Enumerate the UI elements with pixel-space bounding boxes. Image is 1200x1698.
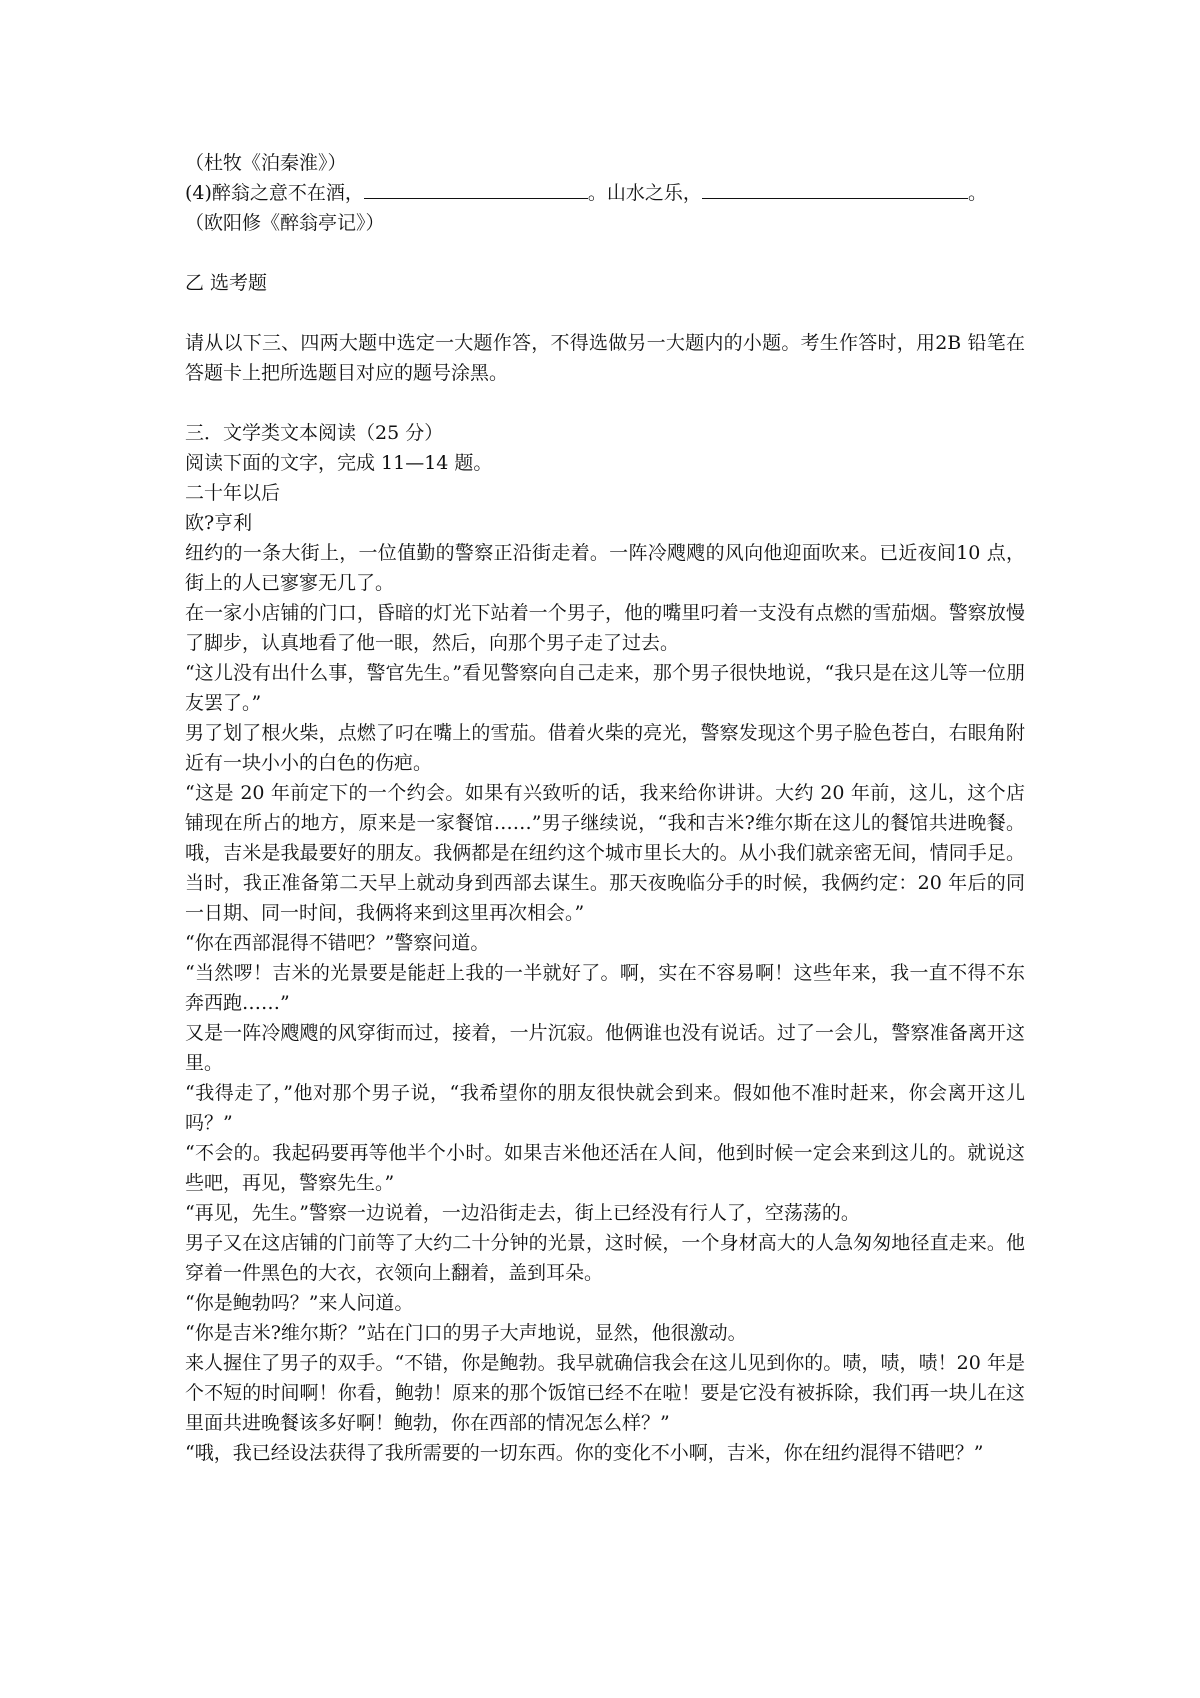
story-paragraph: 又是一阵冷飕飕的风穿街而过，接着，一片沉寂。他俩谁也没有说话。过了一会儿，警察准备离开这里。 — [185, 1022, 1025, 1074]
spacer — [185, 238, 1025, 268]
story-paragraph: 纽约的一条大街上，一位值勤的警察正沿街走着。一阵冷飕飕的风向他迎面吹来。已近夜间10 点，街上的人已寥寥无几了。 — [185, 542, 1025, 594]
document-page — [185, 148, 1025, 1468]
story-paragraph: “我得走了，”他对那个男子说，“我希望你的朋友很快就会到来。假如他不准时赶来，你会离开这儿吗？” — [185, 1082, 1025, 1134]
section-b-heading: 乙 选考题 — [185, 272, 268, 294]
story-paragraph: “这儿没有出什么事，警官先生。”看见警察向自己走来，那个男子很快地说，“我只是在这儿等一位朋友罢了。” — [185, 662, 1025, 714]
citation-ouyang-xiu: （欧阳修《醉翁亭记》） — [185, 212, 385, 234]
answer-blank-1[interactable] — [364, 178, 588, 199]
story-paragraph: 男了划了根火柴，点燃了叼在嘴上的雪茄。借着火柴的亮光，警察发现这个男子脸色苍白，右眼角附近有一块小小的白色的伤疤。 — [185, 722, 1025, 774]
question-4-middle: 。山水之乐， — [587, 182, 702, 204]
story-paragraph: 在一家小店铺的门口，昏暗的灯光下站着一个男子，他的嘴里叼着一支没有点燃的雪茄烟。警察放慢了脚步，认真地看了他一眼，然后，向那个男子走了过去。 — [185, 602, 1025, 654]
story-paragraph: 来人握住了男子的双手。“不错，你是鲍勃。我早就确信我会在这儿见到你的。啧，啧，啧！20 年是个不短的时间啊！你看，鲍勃！原来的那个饭馆已经不在啦！要是它没有被拆除，我们再一块儿在这里面共进晚餐该多好啊！鲍勃，你在西部的情况怎么样？” — [185, 1352, 1025, 1434]
question-4-suffix: 。 — [967, 182, 987, 204]
reading-directive: 阅读下面的文字，完成 11—14 题。 — [185, 452, 493, 474]
spacer — [185, 388, 1025, 418]
section-three-heading: 三．文学类文本阅读（25 分） — [185, 422, 444, 444]
story-paragraph: “当然啰！吉米的光景要是能赶上我的一半就好了。啊，实在不容易啊！这些年来，我一直不得不东奔西跑……” — [185, 962, 1025, 1014]
story-paragraph: “这是 20 年前定下的一个约会。如果有兴致听的话，我来给你讲讲。大约 20 年前，这儿，这个店铺现在所占的地方，原来是一家餐馆……”男子继续说，“我和吉米?维尔斯在这儿的餐馆共进晚餐。哦，吉米是我最要好的朋友。我俩都是在纽约这个城市里长大的。从小我们就亲密无间，情同手足。当时，我正准备第二天早上就动身到西部去谋生。那天夜晚临分手的时候，我俩约定：20 年后的同一日期、同一时间，我俩将来到这里再次相会。” — [185, 782, 1025, 924]
story-paragraph: “哦，我已经设法获得了我所需要的一切东西。你的变化不小啊，吉米，你在纽约混得不错吧？” — [185, 1442, 984, 1464]
story-paragraph: “你是鲍勃吗？”来人问道。 — [185, 1292, 414, 1314]
section-b-instructions: 请从以下三、四两大题中选定一大题作答，不得选做另一大题内的小题。考生作答时，用2B 铅笔在答题卡上把所选题目对应的题号涂黑。 — [185, 332, 1025, 384]
story-title: 二十年以后 — [185, 482, 281, 504]
story-paragraph: “再见，先生。”警察一边说着，一边沿街走去，街上已经没有行人了，空荡荡的。 — [185, 1202, 860, 1224]
story-author: 欧?亨利 — [185, 512, 253, 534]
citation-du-mu: （杜牧《泊秦淮》） — [185, 152, 347, 174]
story-paragraph: “不会的。我起码要再等他半个小时。如果吉米他还活在人间，他到时候一定会来到这儿的。就说这些吧，再见，警察先生。” — [185, 1142, 1025, 1194]
fill-in-question-4 — [185, 178, 1025, 208]
story-paragraph: 男子又在这店铺的门前等了大约二十分钟的光景，这时候，一个身材高大的人急匆匆地径直走来。他穿着一件黑色的大衣，衣领向上翻着，盖到耳朵。 — [185, 1232, 1025, 1284]
story-paragraph: “你在西部混得不错吧？”警察问道。 — [185, 932, 490, 954]
story-paragraph: “你是吉米?维尔斯？”站在门口的男子大声地说，显然，他很激动。 — [185, 1322, 747, 1344]
question-4-prefix: (4)醉翁之意不在酒， — [185, 182, 364, 204]
answer-blank-2[interactable] — [702, 178, 968, 199]
spacer — [185, 298, 1025, 328]
